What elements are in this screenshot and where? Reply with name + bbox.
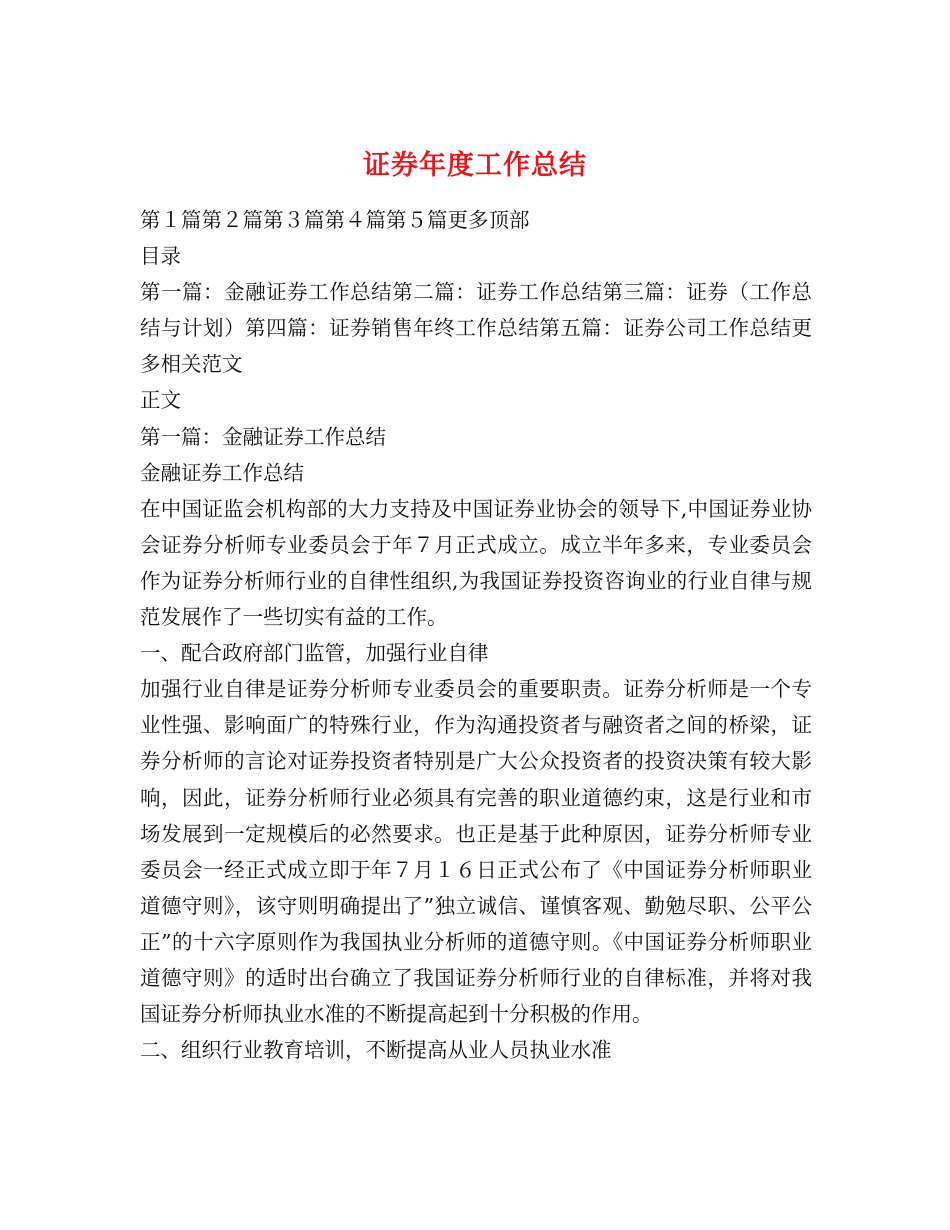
chapter-heading: 第一篇：金融证券工作总结 bbox=[140, 424, 386, 449]
paragraph-intro: 在中国证监会机构部的大力支持及中国证券业协会的领导下,中国证券业协会证券分析师专业委员会于年７月正式成立。成立半年多来，专业委员会作为证券分析师行业的自律性组织,为我国证券投资咨询业的行业自律与规范发展作了一些切实有益的工作。 bbox=[140, 496, 812, 630]
chapter-subtitle: 金融证券工作总结 bbox=[140, 460, 304, 485]
section-heading-1: 一、配合政府部门监管，加强行业自律 bbox=[140, 641, 489, 666]
body-heading: 正文 bbox=[140, 388, 181, 413]
toc-list: 第一篇：金融证券工作总结第二篇：证券工作总结第三篇：证券（工作总结与计划）第四篇：证券销售年终工作总结第五篇：证券公司工作总结更多相关范文 bbox=[140, 280, 812, 377]
section-heading-2: 二、组织行业教育培训，不断提高从业人员执业水准 bbox=[140, 1038, 612, 1063]
toc-heading: 目录 bbox=[140, 244, 181, 269]
paragraph-self-regulation: 加强行业自律是证券分析师专业委员会的重要职责。证券分析师是一个专业性强、影响面广的特殊行业，作为沟通投资者与融资者之间的桥梁，证券分析师的言论对证券投资者特别是广大公众投资者的投资决策有较大影响，因此，证券分析师行业必须具有完善的职业道德约束，这是行业和市场发展到一定规模后的必然要求。也正是基于此种原因，证券分析师专业委员会一经正式成立即于年７月１６日正式公布了《中国证券分析师职业道德守则》，该守则明确提出了”独立诚信、谨慎客观、勤勉尽职、公平公正”的十六字原则作为我国执业分析师的道德守则。《中国证券分析师职业道德守则》的适时出台确立了我国证券分析师行业的自律标准，并将对我国证券分析师执业水准的不断提高起到十分积极的作用。 bbox=[140, 677, 812, 1027]
document-body bbox=[140, 202, 812, 1068]
section-nav-line: 第１篇第２篇第３篇第４篇第５篇更多顶部 bbox=[140, 208, 530, 232]
document-title: 证券年度工作总结 bbox=[363, 150, 587, 182]
